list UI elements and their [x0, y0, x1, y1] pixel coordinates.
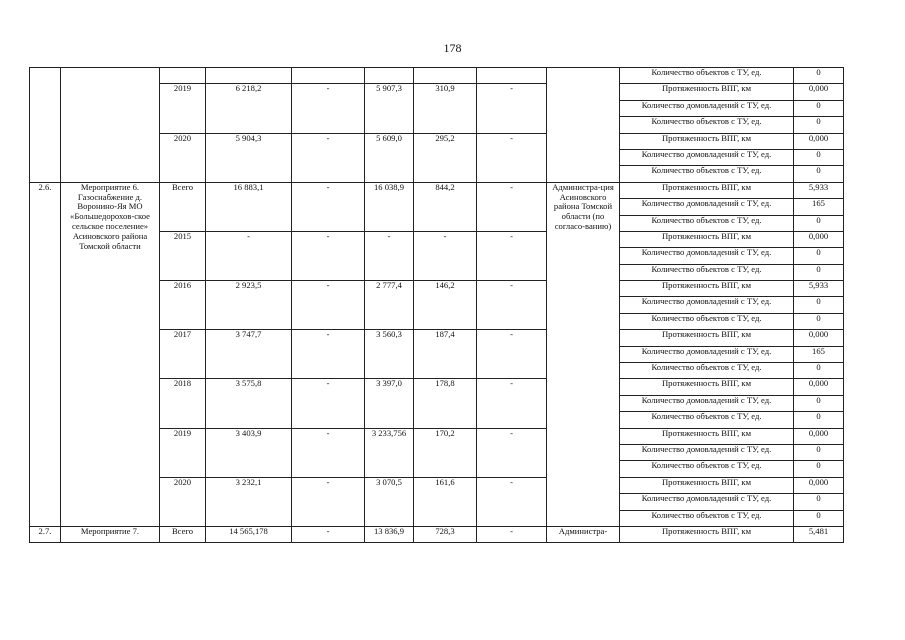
- cell-loc: -: [414, 231, 477, 280]
- cell-total: -: [206, 231, 292, 280]
- cell-loc: [414, 68, 477, 84]
- cell-fed: -: [292, 477, 365, 526]
- cell-indicator: Количество домовладений с ТУ, ед.: [620, 444, 794, 460]
- cell-year: Всего: [160, 182, 206, 231]
- cell-value: 0,000: [794, 330, 844, 346]
- cell-fed: -: [292, 182, 365, 231]
- cell-value: 0: [794, 264, 844, 280]
- cell-value: 0: [794, 510, 844, 526]
- cell-loc: 187,4: [414, 330, 477, 379]
- cell-reg: [365, 68, 414, 84]
- cell-extra: [477, 68, 547, 84]
- cell-value: 0,000: [794, 379, 844, 395]
- cell-reg: 2 777,4: [365, 281, 414, 330]
- cell-fed: -: [292, 428, 365, 477]
- cell-value: 0: [794, 166, 844, 182]
- cell-extra: -: [477, 281, 547, 330]
- cell-extra: -: [477, 84, 547, 133]
- cell-reg: -: [365, 231, 414, 280]
- cell-value: 0: [794, 313, 844, 329]
- cell-value: 0: [794, 363, 844, 379]
- cell-value: 0: [794, 297, 844, 313]
- cell-indicator: Количество объектов с ТУ, ед.: [620, 117, 794, 133]
- program-table: [29, 67, 844, 543]
- cell-loc: 161,6: [414, 477, 477, 526]
- cell-reg: 3 560,3: [365, 330, 414, 379]
- cell-total: 5 904,3: [206, 133, 292, 182]
- cell-reg: 13 836,9: [365, 526, 414, 542]
- cell-total: 3 747,7: [206, 330, 292, 379]
- cell-fed: [292, 68, 365, 84]
- cell-executor-cont: [547, 68, 620, 183]
- cell-fed: -: [292, 281, 365, 330]
- cell-fed: -: [292, 231, 365, 280]
- cell-indicator: Количество домовладений с ТУ, ед.: [620, 100, 794, 116]
- cell-loc: 310,9: [414, 84, 477, 133]
- cell-loc: 178,8: [414, 379, 477, 428]
- cell-loc: 295,2: [414, 133, 477, 182]
- cell-value: 5,933: [794, 182, 844, 198]
- cell-reg: 3 070,5: [365, 477, 414, 526]
- cell-extra: -: [477, 231, 547, 280]
- cell-total: 3 575,8: [206, 379, 292, 428]
- cell-reg: 3 397,0: [365, 379, 414, 428]
- cell-value: 0: [794, 68, 844, 84]
- cell-indicator: Количество домовладений с ТУ, ед.: [620, 395, 794, 411]
- cell-extra: -: [477, 330, 547, 379]
- cell-year: 2020: [160, 477, 206, 526]
- cell-indicator: Количество объектов с ТУ, ед.: [620, 363, 794, 379]
- cell-extra: -: [477, 428, 547, 477]
- cell-value: 0: [794, 100, 844, 116]
- cell-year: 2017: [160, 330, 206, 379]
- cell-total: 16 883,1: [206, 182, 292, 231]
- cell-extra: -: [477, 477, 547, 526]
- cell-extra: -: [477, 379, 547, 428]
- cell-total: 3 403,9: [206, 428, 292, 477]
- cell-value: 0,000: [794, 231, 844, 247]
- cell-indicator: Количество домовладений с ТУ, ед.: [620, 199, 794, 215]
- cell-loc: 728,3: [414, 526, 477, 542]
- cell-indicator: Количество домовладений с ТУ, ед.: [620, 297, 794, 313]
- cell-indicator: Протяженность ВПГ, км: [620, 330, 794, 346]
- cell-value: 0: [794, 395, 844, 411]
- cell-fed: -: [292, 379, 365, 428]
- cell-indicator: Количество объектов с ТУ, ед.: [620, 68, 794, 84]
- cell-indicator: Количество домовладений с ТУ, ед.: [620, 494, 794, 510]
- cell-total: 3 232,1: [206, 477, 292, 526]
- cell-year: 2018: [160, 379, 206, 428]
- cell-fed: -: [292, 330, 365, 379]
- cell-extra: -: [477, 182, 547, 231]
- cell-num: 2.7.: [30, 526, 61, 542]
- cell-year: 2015: [160, 231, 206, 280]
- cell-num-cont: [30, 68, 61, 183]
- cell-fed: -: [292, 133, 365, 182]
- cell-indicator: Количество объектов с ТУ, ед.: [620, 510, 794, 526]
- cell-reg: 5 907,3: [365, 84, 414, 133]
- cell-executor: Администра-ция Асиновского района Томской области (по согласо-ванию): [547, 182, 620, 526]
- cell-indicator: Количество объектов с ТУ, ед.: [620, 461, 794, 477]
- cell-indicator: Протяженность ВПГ, км: [620, 379, 794, 395]
- cell-indicator: Количество домовладений с ТУ, ед.: [620, 248, 794, 264]
- cell-year: 2019: [160, 428, 206, 477]
- cell-total: 14 565,178: [206, 526, 292, 542]
- cell-value: 165: [794, 199, 844, 215]
- cell-value: 0: [794, 215, 844, 231]
- cell-loc: 170,2: [414, 428, 477, 477]
- cell-num: 2.6.: [30, 182, 61, 526]
- cell-loc: 844,2: [414, 182, 477, 231]
- cell-name-cont: [61, 68, 160, 183]
- cell-indicator: Количество объектов с ТУ, ед.: [620, 264, 794, 280]
- cell-value: 0,000: [794, 428, 844, 444]
- cell-indicator: Количество объектов с ТУ, ед.: [620, 412, 794, 428]
- cell-extra: -: [477, 526, 547, 542]
- cell-indicator: Протяженность ВПГ, км: [620, 428, 794, 444]
- cell-value: 0: [794, 444, 844, 460]
- cell-indicator: Количество объектов с ТУ, ед.: [620, 215, 794, 231]
- cell-value: 0,000: [794, 477, 844, 493]
- cell-indicator: Протяженность ВПГ, км: [620, 133, 794, 149]
- table-row: [30, 526, 844, 542]
- cell-total: 6 218,2: [206, 84, 292, 133]
- cell-value: 5,481: [794, 526, 844, 542]
- cell-value: 0: [794, 149, 844, 165]
- cell-indicator: Количество объектов с ТУ, ед.: [620, 313, 794, 329]
- cell-value: 0,000: [794, 133, 844, 149]
- cell-value: 0: [794, 117, 844, 133]
- cell-value: 0: [794, 494, 844, 510]
- cell-loc: 146,2: [414, 281, 477, 330]
- cell-indicator: Количество домовладений с ТУ, ед.: [620, 346, 794, 362]
- cell-fed: -: [292, 84, 365, 133]
- cell-indicator: Протяженность ВПГ, км: [620, 182, 794, 198]
- cell-value: 0: [794, 248, 844, 264]
- cell-indicator: Протяженность ВПГ, км: [620, 231, 794, 247]
- cell-executor: Администра-: [547, 526, 620, 542]
- cell-reg: 5 609,0: [365, 133, 414, 182]
- cell-indicator: Протяженность ВПГ, км: [620, 84, 794, 100]
- cell-extra: -: [477, 133, 547, 182]
- cell-value: 0: [794, 412, 844, 428]
- cell-indicator: Количество объектов с ТУ, ед.: [620, 166, 794, 182]
- cell-total: 2 923,5: [206, 281, 292, 330]
- cell-total: [206, 68, 292, 84]
- cell-reg: 3 233,756: [365, 428, 414, 477]
- cell-indicator: Количество домовладений с ТУ, ед.: [620, 149, 794, 165]
- table-row: [30, 182, 844, 198]
- page-number: 178: [443, 41, 462, 55]
- cell-name: Мероприятие 7.: [61, 526, 160, 542]
- cell-value: 165: [794, 346, 844, 362]
- cell-year: 2016: [160, 281, 206, 330]
- cell-value: 0: [794, 461, 844, 477]
- cell-year: 2019: [160, 84, 206, 133]
- cell-indicator: Протяженность ВПГ, км: [620, 526, 794, 542]
- cell-value: 0,000: [794, 84, 844, 100]
- cell-value: 5,933: [794, 281, 844, 297]
- cell-year: Всего: [160, 526, 206, 542]
- cell-fed: -: [292, 526, 365, 542]
- cell-year: [160, 68, 206, 84]
- cell-indicator: Протяженность ВПГ, км: [620, 477, 794, 493]
- cell-reg: 16 038,9: [365, 182, 414, 231]
- cell-name: Мероприятие 6. Газоснабжение д. Воронино-Яя МО «Большедорохов-ское сельское поселение» Асиновского района Томской области: [61, 182, 160, 526]
- cell-year: 2020: [160, 133, 206, 182]
- cell-indicator: Протяженность ВПГ, км: [620, 281, 794, 297]
- table-row: [30, 68, 844, 84]
